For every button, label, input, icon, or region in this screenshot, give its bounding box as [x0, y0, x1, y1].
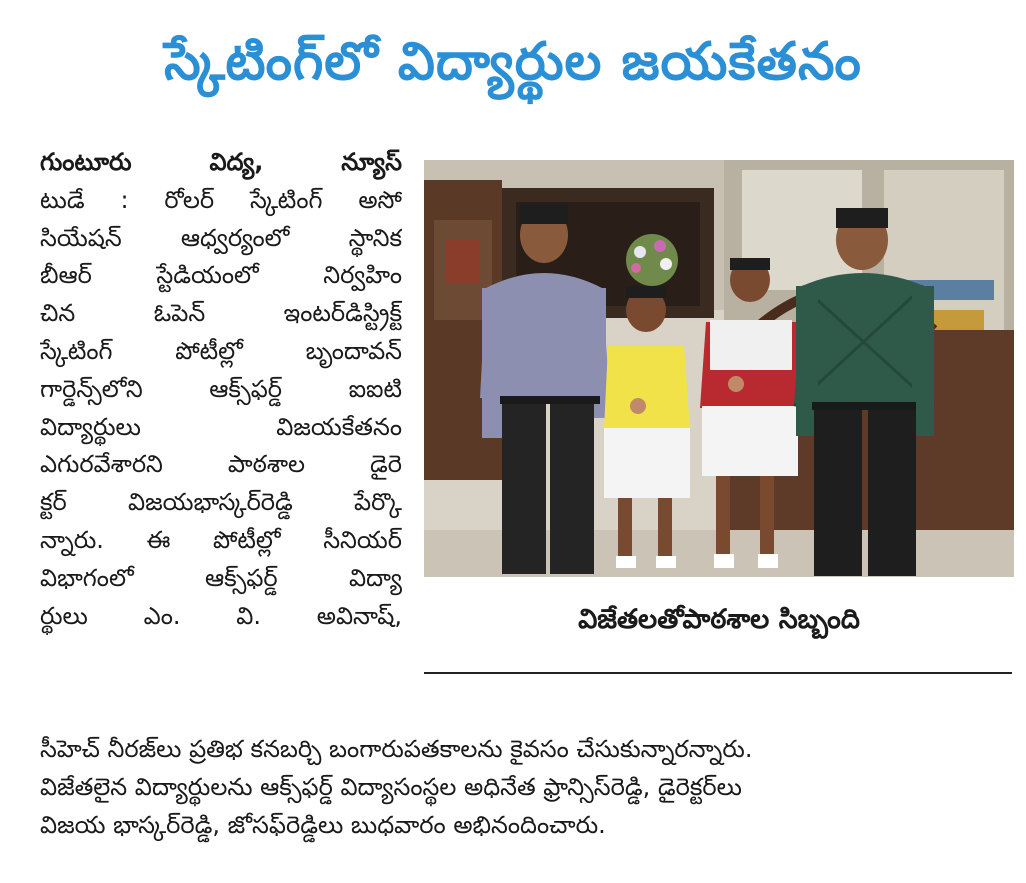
article-line: విజేతలైన విద్యార్థులను ఆక్స్‌ఫర్డ్ విద్యాసంస్థల అధినేత ఫ్రాన్సిస్‌రెడ్డి, డైరెక్టర్‌లు: [40, 772, 742, 801]
photo-caption: విజేతలతోపాఠశాల సిబ్బంది: [578, 604, 860, 635]
article-line: విజయ భాస్కర్‌రెడ్డి, జోసఫ్‌రెడ్డిలు బుధవారం అభినందించారు.: [40, 810, 606, 839]
article-line: గార్డెన్స్‌లోని ఆక్స్‌ఫర్డ్ ఐఐటి: [40, 374, 402, 403]
article-line: గుంటూరు విద్య, న్యూస్: [40, 148, 402, 176]
article-line: ర్థులు ఎం. వి. అవినాష్,: [40, 601, 402, 630]
news-photo: [424, 160, 1014, 577]
article-line: క్టర్ విజయభాస్కర్‌రెడ్డి పేర్కొ: [40, 488, 402, 517]
article-line: బీఆర్ స్టేడియంలో నిర్వహిం: [40, 261, 402, 290]
article-line: టుడే : రోలర్ స్కేటింగ్ అసో: [40, 185, 402, 214]
article-line: స్కేటింగ్ పోటీల్లో బృందావన్: [40, 336, 402, 365]
article-column: [40, 144, 402, 635]
headline: స్కేటింగ్‌లో విద్యార్థుల జయకేతనం: [164, 32, 862, 92]
article-line: ఎగురవేశారని పాఠశాల డైరె: [40, 450, 402, 479]
article-line: సీహెచ్ నీరజ్‌లు ప్రతిభ కనబర్చి బంగారుపతకాలను కైవసం చేసుకున్నారన్నారు.: [40, 735, 753, 763]
article-line: న్నారు. ఈ పోటీల్లో సీనియర్: [40, 525, 402, 554]
article-line: సియేషన్ ఆధ్వర్యంలో స్థానిక: [40, 223, 402, 252]
article-line: విభాగంలో ఆక్స్‌ఫర్డ్ విద్యా: [40, 563, 402, 592]
article-continuation: [40, 731, 1012, 844]
article-line: చిన ఓపెన్ ఇంటర్‌డిస్ట్రిక్ట్: [40, 299, 402, 328]
caption-divider: [424, 672, 1012, 674]
article-line: విద్యార్థులు విజయకేతనం: [40, 412, 402, 441]
